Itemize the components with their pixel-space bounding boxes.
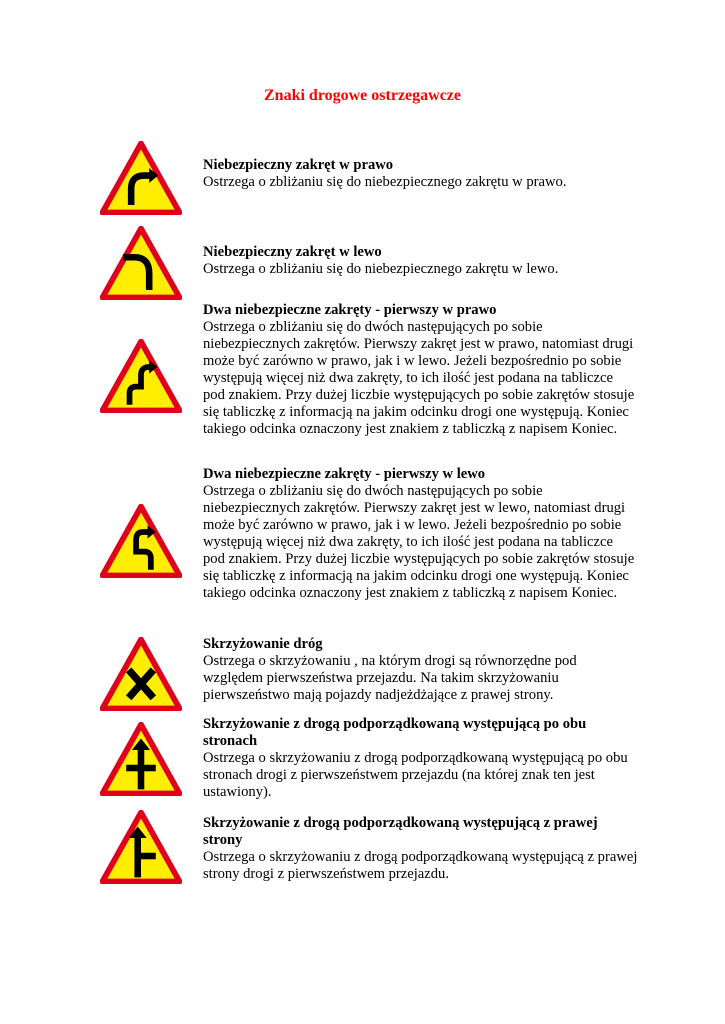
sign-heading: Skrzyżowanie z drogą podporządkowaną występującą po obu stronach [203,716,587,749]
minor-road-both-sides-sign-icon [100,722,182,796]
dangerous-left-curve-sign-icon [100,226,182,300]
crossroads-sign-icon [100,637,182,711]
minor-road-right-side-sign-icon [100,810,182,884]
sign-description: Ostrzega o skrzyżowaniu , na którym drogi są równorzędne pod względem pierwszeństwa przejazdu. Na takim skrzyżowaniu pierwszeństwo mają pojazdy nadjeżdżające z prawej strony. [203,653,577,703]
sign-heading: Skrzyżowanie z drogą podporządkowaną występującą z prawej strony [203,815,598,848]
sign-heading: Niebezpieczny zakręt w lewo [203,244,382,260]
sign-heading: Dwa niebezpieczne zakręty - pierwszy w prawo [203,302,497,318]
sign-description: Ostrzega o zbliżaniu się do dwóch następujących po sobie niebezpiecznych zakrętów. Pierwszy zakręt jest w lewo, natomiast drugi może być zarówno w prawo, jak i w lewo. Jeżeli bezpośrednio po sobie występują więcej niż dwa zakręty, to ich ilość jest podana na tabliczce pod znakiem. Przy dużej liczbie występujących po sobie zakrętów stosuje się tabliczkę z informacją na jakim odcinku drogi one występują. Koniec takiego odcinka oznaczony jest znakiem z tabliczką z napisem Koniec. [203,483,635,601]
sign-description: Ostrzega o zbliżaniu się do dwóch następujących po sobie niebezpiecznych zakrętów. Pierwszy zakręt jest w prawo, natomiast drugi może być zarówno w prawo, jak i w lewo. Jeżeli bezpośrednio po sobie występują więcej niż dwa zakręty, to ich ilość jest podana na tabliczce pod znakiem. Przy dużej liczbie występujących po sobie zakrętów stosuje się tabliczkę z informacją na jakim odcinku drogi one występują. Koniec takiego odcinka oznaczony jest znakiem z tabliczką z napisem Koniec. [203,319,635,437]
dangerous-right-curve-sign-icon [100,141,182,215]
sign-description-block [203,244,638,278]
sign-description-block [203,815,638,883]
sign-description-block [203,466,638,602]
sign-description: Ostrzega o skrzyżowaniu z drogą podporządkowaną występującą po obu stronach drogi z pierwszeństwem przejazdu (na której znak ten jest ustawiony). [203,750,628,800]
sign-description: Ostrzega o zbliżaniu się do niebezpiecznego zakrętu w lewo. [203,261,559,277]
sign-description: Ostrzega o skrzyżowaniu z drogą podporządkowaną występującą z prawej strony drogi z pierwszeństwem przejazdu. [203,849,638,882]
sign-description: Ostrzega o zbliżaniu się do niebezpiecznego zakrętu w prawo. [203,174,567,190]
sign-heading: Niebezpieczny zakręt w prawo [203,157,394,173]
sign-description-block [203,157,638,191]
double-curve-first-right-sign-icon [100,339,182,413]
page-title: Znaki drogowe ostrzegawcze [264,87,461,104]
sign-heading: Dwa niebezpieczne zakręty - pierwszy w lewo [203,466,486,482]
sign-heading: Skrzyżowanie dróg [203,636,323,652]
sign-description-block [203,716,638,801]
sign-description-block [203,302,638,438]
sign-description-block [203,636,638,704]
double-curve-first-left-sign-icon [100,504,182,578]
